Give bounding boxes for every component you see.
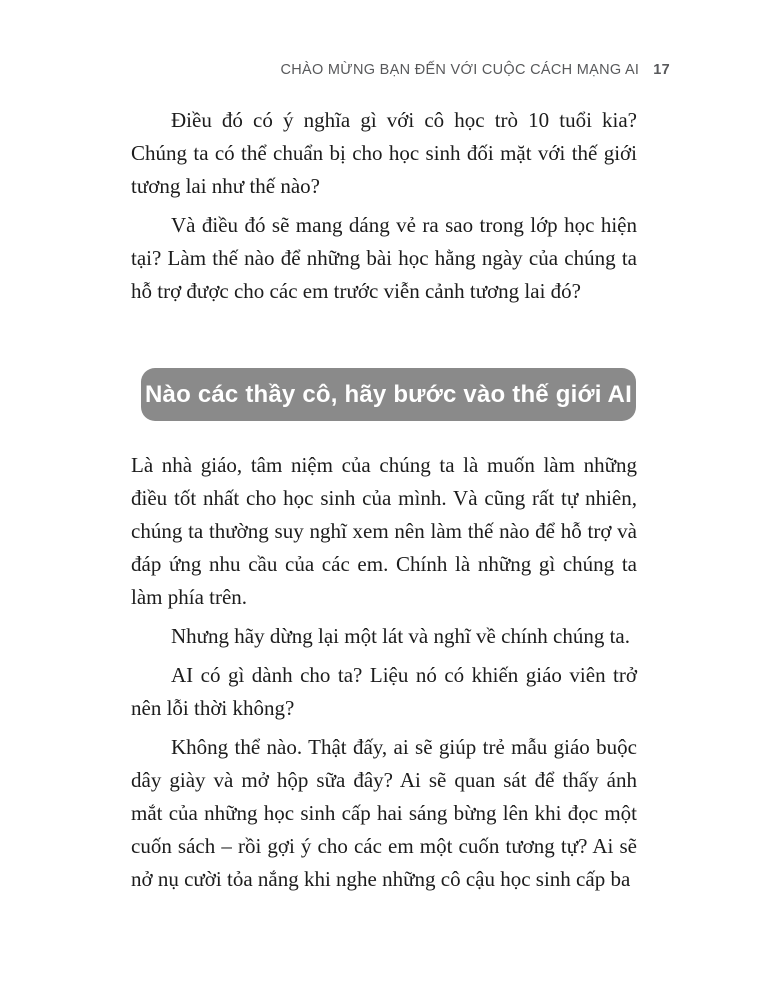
body-paragraph: Và điều đó sẽ mang dáng vẻ ra sao trong lớp học hiện tại? Làm thế nào để những bài học hằng ngày của chúng ta hỗ trợ được cho các em trước viễn cảnh tương lai đó? (131, 213, 637, 303)
section-heading-label: Nào các thầy cô, hãy bước vào thế giới AI (145, 381, 632, 408)
running-head-title: CHÀO MỪNG BẠN ĐẾN VỚI CUỘC CÁCH MẠNG AI (280, 62, 640, 78)
section-heading-banner (141, 368, 636, 421)
body-paragraph: Là nhà giáo, tâm niệm của chúng ta là muốn làm những điều tốt nhất cho học sinh của mình. Và cũng rất tự nhiên, chúng ta thường suy nghĩ xem nên làm thế nào để hỗ trợ và đáp ứng nhu cầu của các em. Chính là những gì chúng ta làm phía trên. (131, 453, 637, 609)
body-paragraph: Không thể nào. Thật đấy, ai sẽ giúp trẻ mẫu giáo buộc dây giày và mở hộp sữa đây? Ai sẽ quan sát để thấy ánh mắt của những học sinh cấp hai sáng bừng lên khi đọc một cuốn sách – rồi gợi ý cho các em một cuốn tương tự? Ai sẽ nở nụ cười tỏa nắng khi nghe những cô cậu học sinh cấp ba (131, 735, 637, 891)
page-header (280, 62, 670, 78)
page-body (131, 104, 637, 902)
body-paragraph: Nhưng hãy dừng lại một lát và nghĩ về chính chúng ta. (171, 624, 631, 648)
page-number: 17 (653, 62, 670, 78)
body-paragraph: Điều đó có ý nghĩa gì với cô học trò 10 tuổi kia? Chúng ta có thể chuẩn bị cho học sinh đối mặt với thế giới tương lai như thế nào? (131, 108, 637, 198)
body-paragraph: AI có gì dành cho ta? Liệu nó có khiến giáo viên trở nên lỗi thời không? (131, 663, 637, 720)
